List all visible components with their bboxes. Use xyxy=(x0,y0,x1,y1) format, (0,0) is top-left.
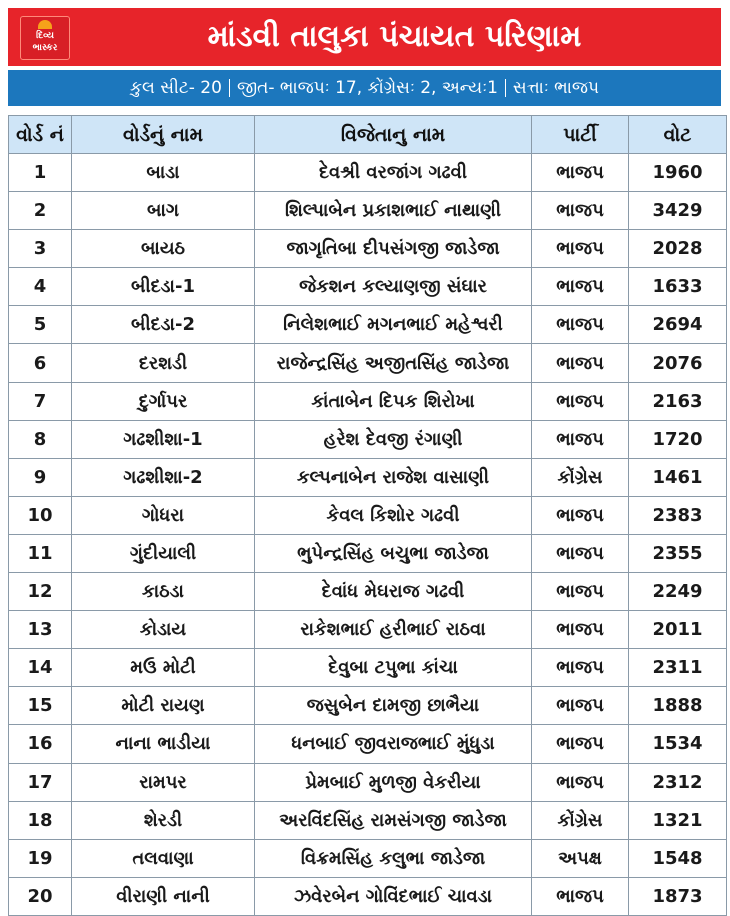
cell-party: અપક્ષ xyxy=(532,839,629,877)
cell-winner-name: ઝવેરબેન ગોવિંદભાઈ ચાવડા xyxy=(255,877,532,915)
cell-votes: 2163 xyxy=(629,382,727,420)
cell-ward-name: બીદડા-2 xyxy=(72,306,255,344)
table-row xyxy=(9,534,727,572)
cell-winner-name: દેવુબા ટપુભા કાંચા xyxy=(255,649,532,687)
cell-ward-name: કોડાય xyxy=(72,611,255,649)
cell-winner-name: કેવલ કિશોર ગઢવી xyxy=(255,496,532,534)
cell-ward-name: બાયઠ xyxy=(72,230,255,268)
table-row xyxy=(9,192,727,230)
cell-winner-name: હરેશ દેવજી રંગાણી xyxy=(255,420,532,458)
cell-ward-name: વીરાણી નાની xyxy=(72,877,255,915)
cell-party: ભાજપ xyxy=(532,306,629,344)
results-table xyxy=(8,115,727,916)
cell-ward-no: 13 xyxy=(9,611,72,649)
cell-ward-no: 14 xyxy=(9,649,72,687)
cell-ward-name: દુર્ગાપર xyxy=(72,382,255,420)
cell-votes: 1321 xyxy=(629,801,727,839)
cell-ward-no: 11 xyxy=(9,534,72,572)
cell-ward-no: 3 xyxy=(9,230,72,268)
cell-ward-no: 18 xyxy=(9,801,72,839)
header-ward-no: વોર્ડ નં xyxy=(9,116,72,154)
sun-icon xyxy=(38,20,52,29)
cell-ward-no: 4 xyxy=(9,268,72,306)
cell-votes: 1548 xyxy=(629,839,727,877)
cell-votes: 1633 xyxy=(629,268,727,306)
cell-votes: 1720 xyxy=(629,420,727,458)
table-row xyxy=(9,877,727,915)
cell-ward-name: રામપર xyxy=(72,763,255,801)
cell-ward-no: 16 xyxy=(9,725,72,763)
cell-party: ભાજપ xyxy=(532,230,629,268)
header-winner: વિજેતાનુ નામ xyxy=(255,116,532,154)
table-header-row xyxy=(9,116,727,154)
table-row xyxy=(9,230,727,268)
power-summary: સત્તાઃ ભાજપ xyxy=(512,78,600,98)
cell-ward-name: મોટી રાયણ xyxy=(72,687,255,725)
cell-winner-name: રાજેન્દ્રસિંહ અજીતસિંહ જાડેજા xyxy=(255,344,532,382)
title-bar xyxy=(8,8,721,66)
cell-votes: 2312 xyxy=(629,763,727,801)
cell-votes: 2355 xyxy=(629,534,727,572)
cell-votes: 1534 xyxy=(629,725,727,763)
cell-party: ભાજપ xyxy=(532,154,629,192)
cell-ward-no: 7 xyxy=(9,382,72,420)
cell-ward-name: મઉ મોટી xyxy=(72,649,255,687)
cell-party: ભાજપ xyxy=(532,268,629,306)
total-seats: કુલ સીટ- 20 xyxy=(129,78,222,98)
header-party: પાર્ટી xyxy=(532,116,629,154)
table-row xyxy=(9,382,727,420)
cell-ward-name: ગુંદીયાલી xyxy=(72,534,255,572)
cell-winner-name: નિલેશભાઈ મગનભાઈ મહેશ્વરી xyxy=(255,306,532,344)
cell-ward-name: નાના ભાડીયા xyxy=(72,725,255,763)
cell-winner-name: જેકશન કલ્યાણજી સંઘાર xyxy=(255,268,532,306)
cell-party: ભાજપ xyxy=(532,611,629,649)
cell-ward-no: 20 xyxy=(9,877,72,915)
table-row xyxy=(9,725,727,763)
logo-line-1: દિવ્ય xyxy=(36,31,54,41)
table-row xyxy=(9,801,727,839)
cell-party: કોંગ્રેસ xyxy=(532,801,629,839)
cell-ward-no: 8 xyxy=(9,420,72,458)
table-row xyxy=(9,458,727,496)
table-row xyxy=(9,611,727,649)
cell-party: ભાજપ xyxy=(532,496,629,534)
summary-bar xyxy=(8,70,721,106)
cell-party: ભાજપ xyxy=(532,534,629,572)
cell-votes: 1873 xyxy=(629,877,727,915)
table-row xyxy=(9,306,727,344)
cell-winner-name: પ્રેમબાઈ મુળજી વેકરીયા xyxy=(255,763,532,801)
cell-winner-name: દેવાંધ મેઘરાજ ગઢવી xyxy=(255,573,532,611)
cell-party: ભાજપ xyxy=(532,687,629,725)
cell-votes: 2028 xyxy=(629,230,727,268)
cell-ward-no: 19 xyxy=(9,839,72,877)
cell-party: ભાજપ xyxy=(532,573,629,611)
cell-party: ભાજપ xyxy=(532,344,629,382)
cell-party: ભાજપ xyxy=(532,877,629,915)
cell-votes: 1888 xyxy=(629,687,727,725)
cell-votes: 3429 xyxy=(629,192,727,230)
cell-votes: 2383 xyxy=(629,496,727,534)
header-ward-name: વોર્ડનું નામ xyxy=(72,116,255,154)
cell-ward-no: 9 xyxy=(9,458,72,496)
cell-winner-name: કાંતાબેન દિપક શિરોખા xyxy=(255,382,532,420)
page-title: માંડવી તાલુકા પંચાયત પરિણામ xyxy=(207,19,582,54)
cell-ward-name: ગઢશીશા-2 xyxy=(72,458,255,496)
table-row xyxy=(9,763,727,801)
cell-ward-no: 17 xyxy=(9,763,72,801)
cell-votes: 1461 xyxy=(629,458,727,496)
cell-ward-name: તલવાણા xyxy=(72,839,255,877)
cell-ward-name: બીદડા-1 xyxy=(72,268,255,306)
cell-party: ભાજપ xyxy=(532,420,629,458)
cell-party: ભાજપ xyxy=(532,649,629,687)
cell-winner-name: વિક્રમસિંહ કલુભા જાડેજા xyxy=(255,839,532,877)
table-row xyxy=(9,496,727,534)
logo-line-2: ભાસ્કર xyxy=(32,43,58,53)
cell-winner-name: જાગૃતિબા દીપસંગજી જાડેજા xyxy=(255,230,532,268)
cell-party: ભાજપ xyxy=(532,763,629,801)
table-row xyxy=(9,420,727,458)
divya-bhaskar-logo xyxy=(20,16,70,60)
cell-ward-no: 12 xyxy=(9,573,72,611)
cell-ward-no: 6 xyxy=(9,344,72,382)
cell-ward-name: શેરડી xyxy=(72,801,255,839)
table-row xyxy=(9,649,727,687)
cell-ward-name: બાડા xyxy=(72,154,255,192)
table-row xyxy=(9,154,727,192)
cell-ward-no: 10 xyxy=(9,496,72,534)
cell-ward-no: 15 xyxy=(9,687,72,725)
header-votes: વોટ xyxy=(629,116,727,154)
cell-votes: 1960 xyxy=(629,154,727,192)
cell-ward-name: બાગ xyxy=(72,192,255,230)
cell-winner-name: ભુપેન્દ્રસિંહ બચુભા જાડેજા xyxy=(255,534,532,572)
cell-ward-no: 2 xyxy=(9,192,72,230)
cell-winner-name: રાકેશભાઈ હરીભાઈ રાઠવા xyxy=(255,611,532,649)
cell-ward-name: કાઠડા xyxy=(72,573,255,611)
cell-party: ભાજપ xyxy=(532,725,629,763)
cell-votes: 2311 xyxy=(629,649,727,687)
cell-winner-name: શિલ્પાબેન પ્રકાશભાઈ નાથાણી xyxy=(255,192,532,230)
table-row xyxy=(9,268,727,306)
table-row xyxy=(9,344,727,382)
cell-ward-no: 1 xyxy=(9,154,72,192)
cell-winner-name: ધનબાઈ જીવરાજભાઈ મુંધુડા xyxy=(255,725,532,763)
cell-votes: 2076 xyxy=(629,344,727,382)
cell-ward-name: દરશડી xyxy=(72,344,255,382)
cell-party: ભાજપ xyxy=(532,192,629,230)
cell-ward-no: 5 xyxy=(9,306,72,344)
table-row xyxy=(9,839,727,877)
cell-winner-name: જસુબેન દામજી છાભૈયા xyxy=(255,687,532,725)
cell-party: કોંગ્રેસ xyxy=(532,458,629,496)
cell-votes: 2694 xyxy=(629,306,727,344)
cell-winner-name: કલ્પનાબેન રાજેશ વાસાણી xyxy=(255,458,532,496)
cell-party: ભાજપ xyxy=(532,382,629,420)
win-summary: જીત- ભાજપઃ 17, કોંગ્રેસઃ 2, અન્યઃ1 xyxy=(236,78,498,98)
table-row xyxy=(9,573,727,611)
cell-winner-name: દેવશ્રી વરજાંગ ગઢવી xyxy=(255,154,532,192)
cell-ward-name: ગઢશીશા-1 xyxy=(72,420,255,458)
cell-votes: 2011 xyxy=(629,611,727,649)
cell-ward-name: ગોધરા xyxy=(72,496,255,534)
cell-winner-name: અરવિંદસિંહ રામસંગજી જાડેજા xyxy=(255,801,532,839)
table-row xyxy=(9,687,727,725)
cell-votes: 2249 xyxy=(629,573,727,611)
